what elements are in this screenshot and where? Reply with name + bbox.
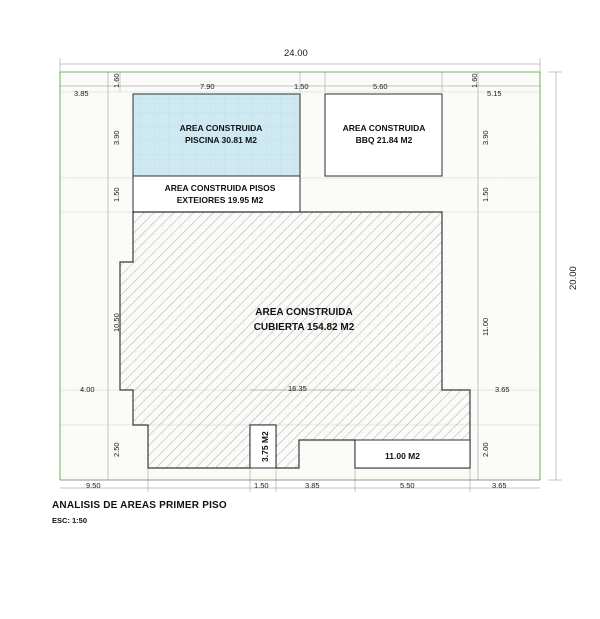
dim-top-3: 1.50 [294,82,309,91]
label-covered-line2: CUBIERTA 154.82 M2 [253,322,355,333]
label-bbq [328,122,440,146]
dim-left-5: 2.50 [112,442,121,457]
label-bbq-line1: AREA CONSTRUIDA [342,123,426,133]
label-pool [161,122,281,146]
dim-left-3: 10.50 [112,313,121,332]
label-pool-line1: AREA CONSTRUIDA [179,123,263,133]
dim-right-5: 2.00 [481,442,490,457]
dim-overall-width: 24.00 [284,48,308,59]
label-bbq-line2: BBQ 21.84 M2 [355,135,413,145]
dim-overall-height: 20.00 [568,266,579,290]
dim-top-1: 1.60 [112,73,121,88]
drawing-title: ANALISIS DE AREAS PRIMER PISO [52,500,227,511]
dim-left-1: 3.90 [112,130,121,145]
dim-top-2: 7.90 [200,82,215,91]
dim-top-5: 1.60 [470,73,479,88]
label-covered [224,305,384,335]
dim-left-3-85: 3.85 [74,89,89,98]
dim-right-5-15: 5.15 [487,89,502,98]
label-exterior-line1: AREA CONSTRUIDA PISOS [164,183,276,193]
dim-inner-mid: 16.35 [288,384,307,393]
label-pool-line2: PISCINA 30.81 M2 [185,135,257,145]
dim-left-2: 1.50 [112,187,121,202]
covered-area [120,212,470,468]
dim-bottom-2: 1.50 [254,481,269,490]
label-exterior-line2: EXTEIORES 19.95 M2 [176,195,264,205]
dim-right-1: 3.90 [481,130,490,145]
dim-bottom-4: 5.50 [400,481,415,490]
label-exterior-floors [155,182,285,206]
dim-bottom-3: 3.85 [305,481,320,490]
dim-right-4: 3.65 [495,385,510,394]
dim-left-4: 4.00 [80,385,95,394]
dim-bottom-1: 9.50 [86,481,101,490]
dim-bottom-5: 3.65 [492,481,507,490]
label-small-area: 3.75 M2 [260,431,270,462]
label-covered-line1: AREA CONSTRUIDA [255,307,353,318]
label-terrace: 11.00 M2 [385,451,420,461]
dim-top-4: 5.60 [373,82,388,91]
drawing-scale: ESC: 1:50 [52,516,88,525]
dim-right-2: 1.50 [481,187,490,202]
dim-right-3: 11.00 [481,317,490,336]
